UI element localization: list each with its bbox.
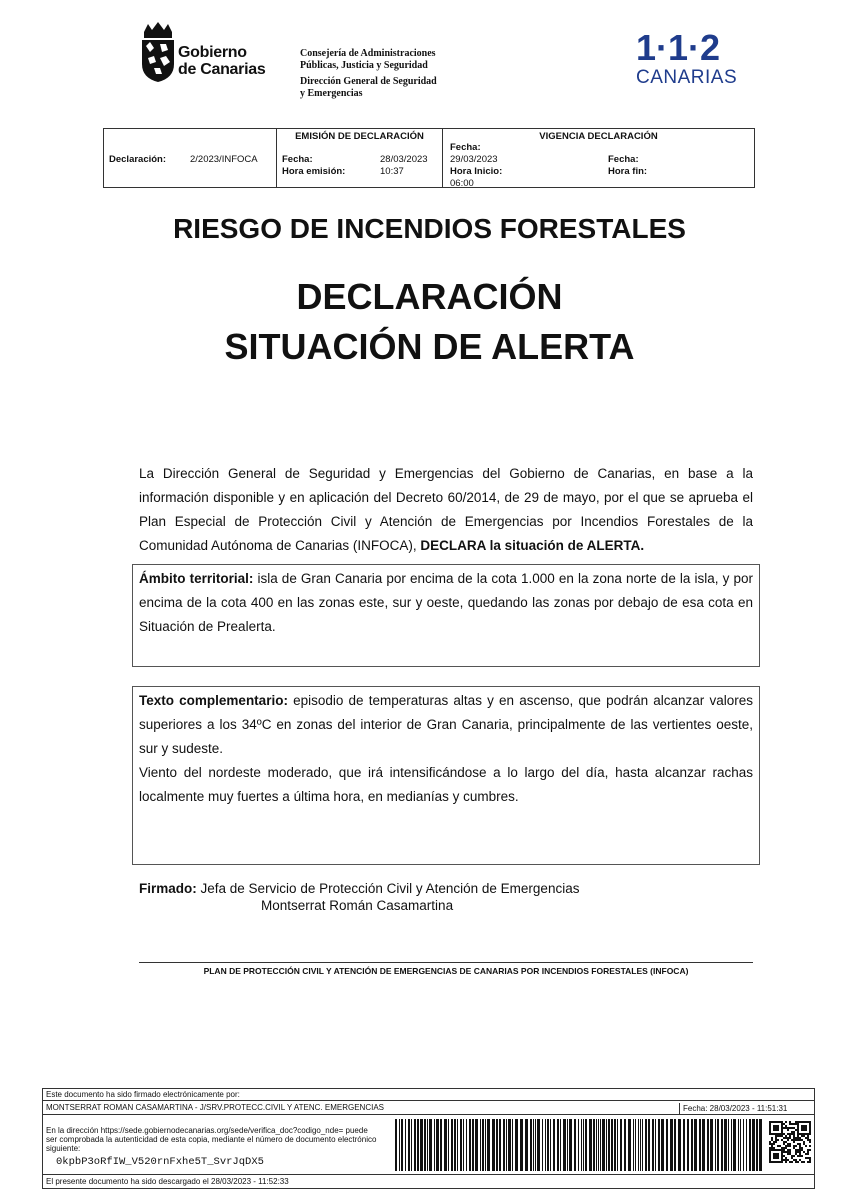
declaration-value: 2/2023/INFOCA <box>190 154 258 165</box>
start-time-label: Hora Inicio: <box>450 166 503 177</box>
declaration-id-cell <box>104 129 277 187</box>
sig-verify-text: En la dirección https://sede.gobiernodecanarias.org/sede/verifica_doc?codigo_nde= puede ser comprobada la autenticidad de esta copia, mediante el número de documento electrónico siguiente: <box>46 1126 377 1153</box>
emission-cell <box>277 129 443 187</box>
signer-role: Jefa de Servicio de Protección Civil y Atención de Emergencias <box>196 881 580 896</box>
sig-note: Este documento ha sido firmado electrónicamente por: <box>46 1090 240 1099</box>
sig-downloaded: El presente documento ha sido descargado el 28/03/2023 - 11:52:33 <box>46 1177 289 1186</box>
declaration-label: Declaración: <box>109 154 167 165</box>
intro-paragraph <box>139 462 753 558</box>
logo-112-canarias <box>636 27 738 94</box>
emission-header: EMISIÓN DE DECLARACIÓN <box>295 131 424 142</box>
government-name <box>178 44 265 78</box>
sig-row-signer <box>43 1101 814 1115</box>
declaration-title <box>0 272 859 372</box>
dept-line-3: Dirección General de Seguridad <box>300 76 437 87</box>
validity-header: VIGENCIA DECLARACIÓN <box>539 131 658 142</box>
risk-title: RIESGO DE INCENDIOS FORESTALES <box>173 213 686 244</box>
logo-112-text: CANARIAS <box>636 67 738 88</box>
gov-name-line2: de Canarias <box>178 61 266 78</box>
emission-time-value: 10:37 <box>380 166 404 177</box>
footer-plan-title: PLAN DE PROTECCIÓN CIVIL Y ATENCIÓN DE EMERGENCIAS DE CANARIAS POR INCENDIOS FORESTALES (INFOCA) <box>203 966 689 976</box>
emission-time-label: Hora emisión: <box>282 166 346 177</box>
end-time-label: Hora fin: <box>608 166 648 177</box>
complementary-text-box <box>132 686 760 865</box>
territorial-scope-label: Ámbito territorial: <box>139 571 254 586</box>
qr-code <box>769 1121 811 1163</box>
validity-date-label: Fecha: <box>450 142 481 153</box>
emission-date-label: Fecha: <box>282 154 313 165</box>
signer-name: Montserrat Román Casamartina <box>261 898 454 913</box>
logo-112-number: 1·1·2 <box>636 27 721 68</box>
title-line-2: SITUACIÓN DE ALERTA <box>224 326 635 367</box>
signed-label: Firmado: <box>139 881 197 896</box>
dept-line-4: y Emergencias <box>300 88 363 99</box>
dept-line-1: Consejería de Administraciones <box>300 48 436 59</box>
dept-line-2: Públicas, Justicia y Seguridad <box>300 60 428 71</box>
department-info <box>300 48 437 100</box>
title-line-1: DECLARACIÓN <box>296 276 563 317</box>
electronic-signature-block <box>42 1088 815 1189</box>
territorial-scope-box <box>132 564 760 667</box>
complementary-label: Texto complementario: <box>139 693 288 708</box>
barcode <box>395 1119 763 1171</box>
qr-code-icon <box>769 1121 811 1163</box>
document-code: 0kpbP3oRfIW_V520rnFxhe5T_SvrJqDX5 <box>56 1156 264 1168</box>
end-date-label: Fecha: <box>608 154 639 165</box>
barcode-icon <box>395 1119 763 1171</box>
intro-declara: DECLARA la situación de ALERTA. <box>420 538 645 553</box>
sig-date: Fecha: 28/03/2023 - 11:51:31 <box>679 1103 815 1115</box>
validity-date-value: 29/03/2023 <box>450 154 498 165</box>
emission-date-value: 28/03/2023 <box>380 154 428 165</box>
gov-name-line1: Gobierno <box>178 44 247 61</box>
sig-signer: MONTSERRAT ROMAN CASAMARTINA - J/SRV.PROTECC.CIVIL Y ATENC. EMERGENCIAS <box>46 1103 384 1112</box>
start-time-value: 06:00 <box>450 178 474 189</box>
territorial-scope-text: isla de Gran Canaria por encima de la cota 1.000 en la zona norte de la isla, y por encima de la cota 400 en las zonas este, sur y oeste, quedando las zonas por debajo de esa cota en Situación de Prealerta. <box>139 571 753 634</box>
sig-row-verify <box>43 1115 814 1175</box>
coat-of-arms-icon <box>140 22 176 82</box>
sig-row-note <box>43 1089 814 1101</box>
intro-text: La Dirección General de Seguridad y Emergencias del Gobierno de Canarias, en base a la información disponible y en aplicación del Decreto 60/2014, de 29 de mayo, por el que se aprueba el Plan Especial de Protección Civil y Atención de Emergencias por Incendios Forestales de la Comunidad Autónoma de Canarias (INFOCA), <box>139 466 753 553</box>
complementary-text-2: Viento del nordeste moderado, que irá intensificándose a lo largo del día, hasta alcanzar rachas localmente muy fuertes a última hora, en medianías y cumbres. <box>139 765 753 804</box>
complementary-text-1: episodio de temperaturas altas y en ascenso, que podrán alcanzar valores superiores a los 34ºC en zonas del interior de Gran Canaria, principalmente de las vertientes oeste, sur y sudeste. <box>139 693 753 756</box>
declaration-table <box>103 128 755 188</box>
footer-divider <box>139 962 753 963</box>
signed-by <box>139 880 579 914</box>
validity-cell <box>443 129 754 187</box>
complementary-paragraph-1 <box>139 689 753 761</box>
